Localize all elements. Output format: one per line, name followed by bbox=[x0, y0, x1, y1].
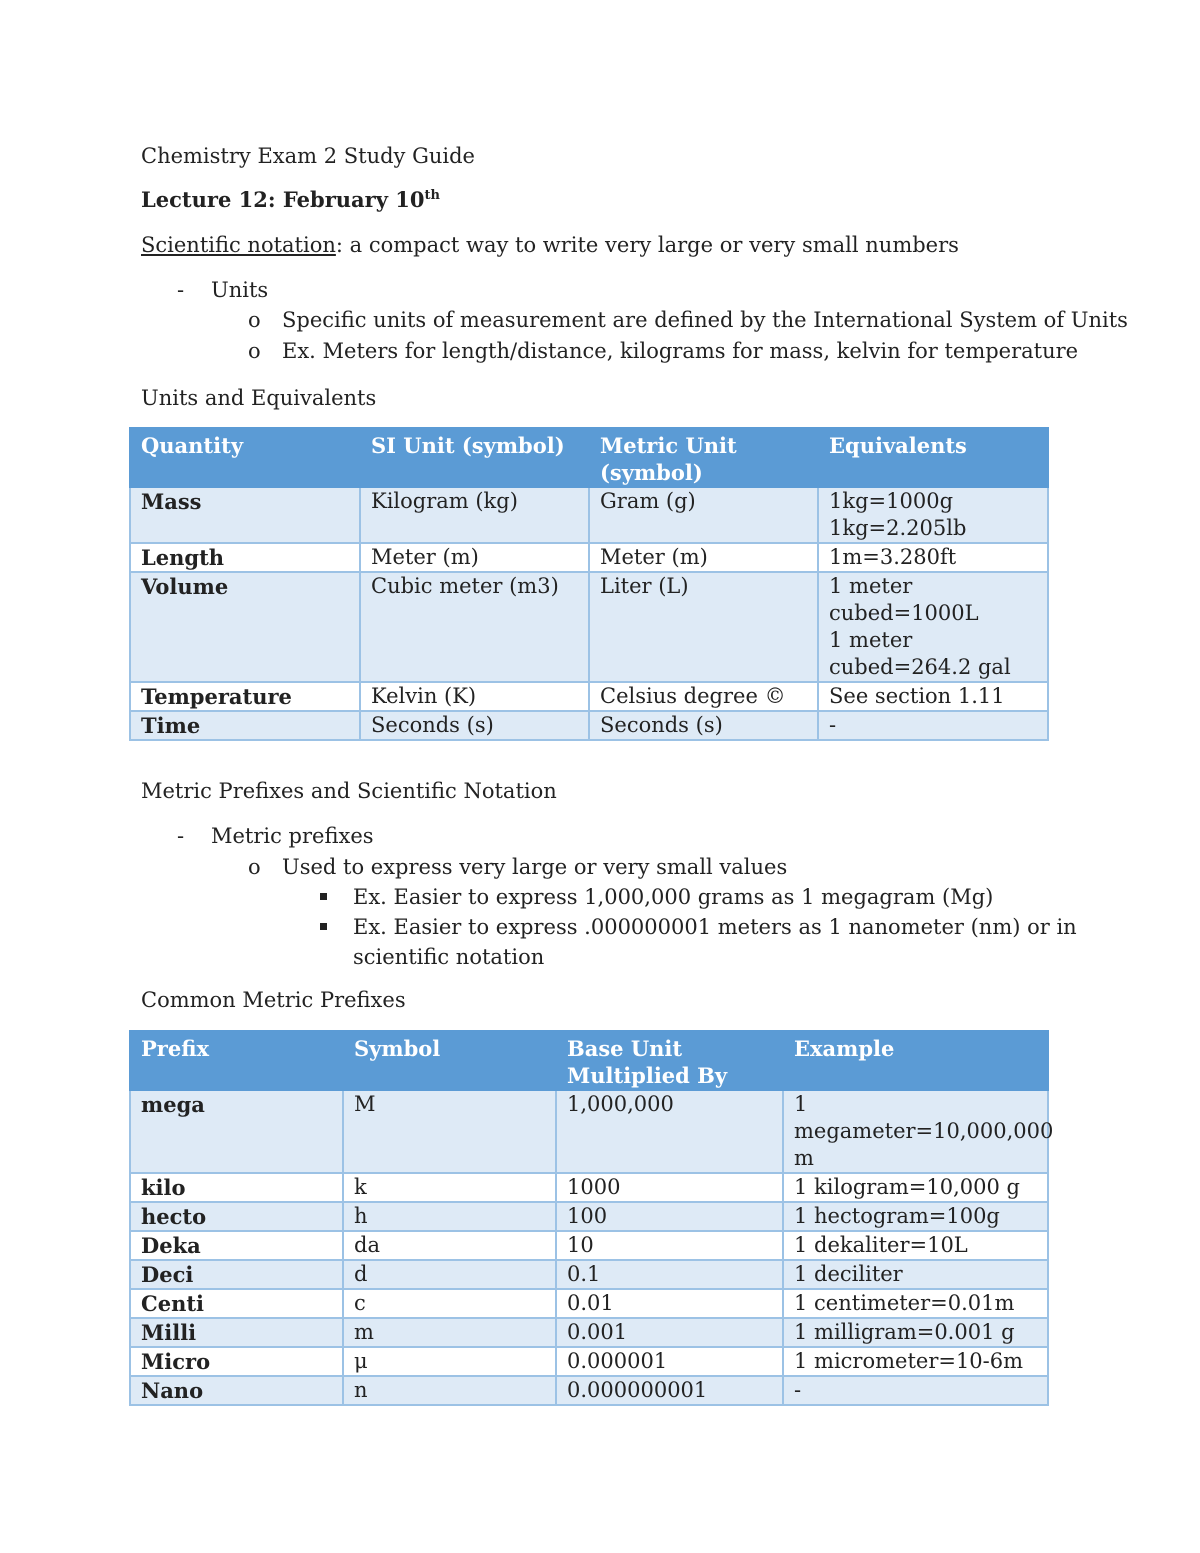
cell-prefix: Deka bbox=[130, 1231, 343, 1260]
cell-prefix: kilo bbox=[130, 1173, 343, 1202]
table-header-row bbox=[130, 428, 1048, 487]
square-bullet-icon bbox=[320, 923, 327, 930]
table-row bbox=[130, 1202, 1048, 1231]
cell-quantity: Time bbox=[130, 711, 360, 740]
bullet-circle: o bbox=[248, 339, 261, 363]
table-row bbox=[130, 1318, 1048, 1347]
cell-quantity: Volume bbox=[130, 572, 360, 682]
metric-prefixes-table bbox=[129, 1030, 1054, 1406]
cell-example: 1 milligram=0.001 g bbox=[783, 1318, 1048, 1347]
column-header-equivalents: Equivalents bbox=[818, 428, 1048, 487]
cell-si-unit: Kelvin (K) bbox=[360, 682, 589, 711]
cell-prefix: Nano bbox=[130, 1376, 343, 1405]
table-row bbox=[130, 1231, 1048, 1260]
cell-multiplier: 1000 bbox=[556, 1173, 783, 1202]
scientific-notation-definition bbox=[141, 231, 959, 259]
cell-metric-unit: Celsius degree © bbox=[589, 682, 818, 711]
cell-symbol: μ bbox=[343, 1347, 556, 1376]
square-bullet-icon bbox=[320, 893, 327, 900]
table-row bbox=[130, 1260, 1048, 1289]
table-row bbox=[130, 711, 1048, 740]
cell-example: - bbox=[783, 1376, 1048, 1405]
cell-symbol: c bbox=[343, 1289, 556, 1318]
lecture-heading-text: Lecture 12: February 10 bbox=[141, 187, 425, 212]
cell-quantity: Length bbox=[130, 543, 360, 572]
cell-si-unit: Meter (m) bbox=[360, 543, 589, 572]
bullet-metric-prefixes: Metric prefixes bbox=[211, 824, 374, 848]
bullet-circle: o bbox=[248, 308, 261, 332]
cell-metric-unit: Meter (m) bbox=[589, 543, 818, 572]
cell-prefix: Centi bbox=[130, 1289, 343, 1318]
table-row bbox=[130, 572, 1048, 682]
bullet-dash: - bbox=[177, 278, 185, 302]
cell-example: 1 centimeter=0.01m bbox=[783, 1289, 1048, 1318]
table-header-row bbox=[130, 1031, 1048, 1090]
bullet-circle: o bbox=[248, 855, 261, 879]
cell-multiplier: 10 bbox=[556, 1231, 783, 1260]
cell-example: 1 kilogram=10,000 g bbox=[783, 1173, 1048, 1202]
cell-si-unit: Cubic meter (m3) bbox=[360, 572, 589, 682]
cell-equivalents: 1kg=1000g 1kg=2.205lb bbox=[818, 487, 1048, 543]
cell-prefix: mega bbox=[130, 1090, 343, 1173]
cell-prefix: hecto bbox=[130, 1202, 343, 1231]
cell-symbol: M bbox=[343, 1090, 556, 1173]
scientific-notation-term: Scientific notation bbox=[141, 233, 336, 257]
table-row bbox=[130, 543, 1048, 572]
cell-quantity: Mass bbox=[130, 487, 360, 543]
cell-multiplier: 100 bbox=[556, 1202, 783, 1231]
cell-symbol: h bbox=[343, 1202, 556, 1231]
table-row bbox=[130, 1090, 1048, 1173]
column-header-quantity: Quantity bbox=[130, 428, 360, 487]
cell-example: 1 hectogram=100g bbox=[783, 1202, 1048, 1231]
bullet-units-sub-1: Specific units of measurement are defined by the International System of Units bbox=[282, 308, 1128, 332]
column-header-multiplier: Base Unit Multiplied By bbox=[556, 1031, 783, 1090]
cell-equivalents: 1 meter cubed=1000L 1 meter cubed=264.2 gal bbox=[818, 572, 1048, 682]
cell-equivalents: See section 1.11 bbox=[818, 682, 1048, 711]
column-header-prefix: Prefix bbox=[130, 1031, 343, 1090]
column-header-example: Example bbox=[783, 1031, 1048, 1090]
cell-symbol: k bbox=[343, 1173, 556, 1202]
document-title: Chemistry Exam 2 Study Guide bbox=[141, 144, 475, 168]
cell-multiplier: 1,000,000 bbox=[556, 1090, 783, 1173]
units-equivalents-table bbox=[129, 427, 1049, 741]
cell-multiplier: 0.001 bbox=[556, 1318, 783, 1347]
bullet-units: Units bbox=[211, 278, 269, 302]
bullet-dash: - bbox=[177, 824, 185, 848]
lecture-heading bbox=[141, 186, 440, 214]
table-row bbox=[130, 487, 1048, 543]
table-row bbox=[130, 1289, 1048, 1318]
bullet-prefix-example-2-cont: scientific notation bbox=[353, 945, 545, 969]
cell-symbol: da bbox=[343, 1231, 556, 1260]
cell-si-unit: Seconds (s) bbox=[360, 711, 589, 740]
column-header-symbol: Symbol bbox=[343, 1031, 556, 1090]
cell-symbol: n bbox=[343, 1376, 556, 1405]
units-table-caption: Units and Equivalents bbox=[141, 386, 377, 410]
cell-example: 1 deciliter bbox=[783, 1260, 1048, 1289]
scientific-notation-text: : a compact way to write very large or very small numbers bbox=[335, 233, 959, 257]
cell-metric-unit: Seconds (s) bbox=[589, 711, 818, 740]
bullet-prefix-example-1: Ex. Easier to express 1,000,000 grams as 1 megagram (Mg) bbox=[353, 885, 994, 909]
table-row bbox=[130, 1376, 1048, 1405]
table-row bbox=[130, 1347, 1048, 1376]
table-row bbox=[130, 682, 1048, 711]
cell-symbol: m bbox=[343, 1318, 556, 1347]
bullet-prefix-sub-1: Used to express very large or very small values bbox=[282, 855, 788, 879]
cell-si-unit: Kilogram (kg) bbox=[360, 487, 589, 543]
bullet-prefix-example-2: Ex. Easier to express .000000001 meters as 1 nanometer (nm) or in bbox=[353, 915, 1077, 939]
cell-metric-unit: Gram (g) bbox=[589, 487, 818, 543]
cell-example: 1 megameter=10,000,000 m bbox=[783, 1090, 1048, 1173]
column-header-si-unit: SI Unit (symbol) bbox=[360, 428, 589, 487]
cell-equivalents: - bbox=[818, 711, 1048, 740]
cell-example: 1 dekaliter=10L bbox=[783, 1231, 1048, 1260]
cell-quantity: Temperature bbox=[130, 682, 360, 711]
cell-metric-unit: Liter (L) bbox=[589, 572, 818, 682]
lecture-heading-superscript: th bbox=[424, 188, 440, 203]
metric-prefixes-heading: Metric Prefixes and Scientific Notation bbox=[141, 779, 557, 803]
cell-prefix: Micro bbox=[130, 1347, 343, 1376]
column-header-metric-unit: Metric Unit (symbol) bbox=[589, 428, 818, 487]
table-row bbox=[130, 1173, 1048, 1202]
cell-symbol: d bbox=[343, 1260, 556, 1289]
cell-equivalents: 1m=3.280ft bbox=[818, 543, 1048, 572]
cell-multiplier: 0.1 bbox=[556, 1260, 783, 1289]
cell-multiplier: 0.000001 bbox=[556, 1347, 783, 1376]
cell-example: 1 micrometer=10-6m bbox=[783, 1347, 1048, 1376]
cell-multiplier: 0.000000001 bbox=[556, 1376, 783, 1405]
cell-multiplier: 0.01 bbox=[556, 1289, 783, 1318]
cell-prefix: Deci bbox=[130, 1260, 343, 1289]
bullet-units-sub-2: Ex. Meters for length/distance, kilograms for mass, kelvin for temperature bbox=[282, 339, 1079, 363]
cell-prefix: Milli bbox=[130, 1318, 343, 1347]
prefix-table-caption: Common Metric Prefixes bbox=[141, 988, 406, 1012]
